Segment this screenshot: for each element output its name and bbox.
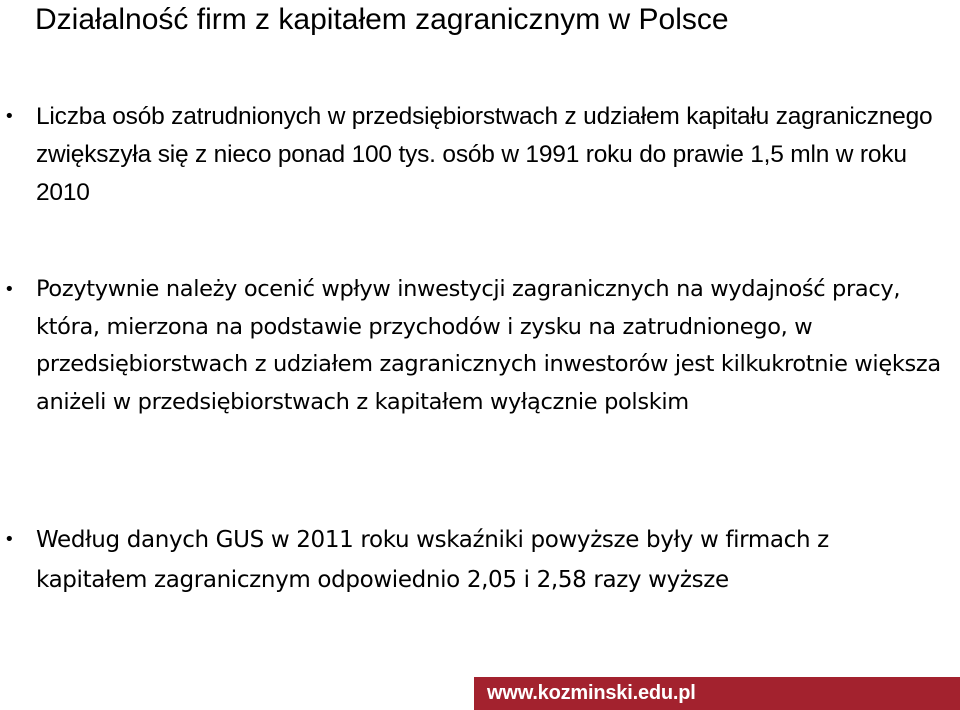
bullet-text: Według danych GUS w 2011 roku wskaźniki powyższe były w firmach z kapitałem zagranicznym odpowiednio 2,05 i 2,58 razy wyższe	[36, 527, 829, 593]
bullet-marker: •	[4, 529, 15, 550]
bullet-text: Liczba osób zatrudnionych w przedsiębiorstwach z udziałem kapitału zagranicznego zwiększyła się z nieco ponad 100 tys. osób w 1991 roku do prawie 1,5 mln w roku 2010	[36, 103, 933, 206]
slide-title: Działalność firm z kapitałem zagranicznym w Polsce	[35, 3, 729, 36]
bullet-item-gus-data	[4, 520, 946, 600]
bullet-marker: •	[4, 279, 15, 300]
bullet-marker: •	[4, 106, 15, 127]
footer-url: www.kozminski.edu.pl	[487, 682, 696, 704]
bullet-item-productivity	[4, 271, 946, 421]
footer-bar	[474, 677, 960, 710]
bullet-text: Pozytywnie należy ocenić wpływ inwestycji zagranicznych na wydajność pracy, która, mierzona na podstawie przychodów i zysku na zatrudnionego, w przedsiębiorstwach z udziałem zagranicznych inwestorów jest kilkukrotnie większa aniżeli w przedsiębiorstwach z kapitałem wyłącznie polskim	[36, 276, 941, 415]
bullet-item-employment	[4, 98, 946, 212]
